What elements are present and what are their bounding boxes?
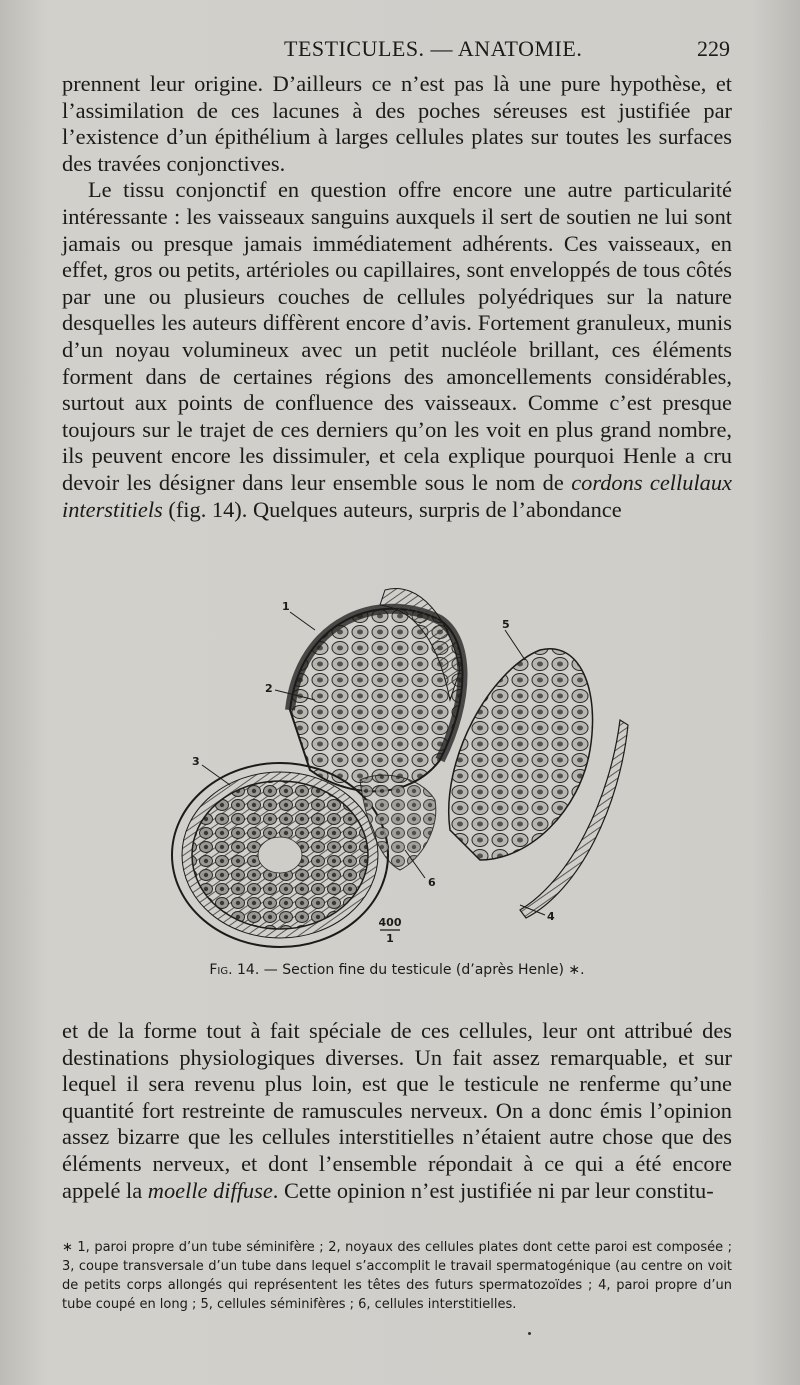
figure-label-1: 1 bbox=[282, 600, 290, 613]
figure-caption bbox=[62, 962, 732, 978]
paragraph-3-text: et de la forme tout à fait spéciale de ces cellules, leur ont attribué des destinations physiologiques diverses. Un fait assez remarquable, et sur lequel il sera revenu plus loin, est que le testicule ne renferme qu’une quantité fort restreinte de ramuscules nerveux. On a donc émis l’opinion assez bizarre que les cellules interstitielles n’étaient autre chose que des éléments nerveux, et dont l’ensemble répondait à ce qui a été encore appelé la bbox=[62, 1018, 732, 1203]
paragraph-3 bbox=[62, 1018, 732, 1204]
seminiferous-cells bbox=[449, 649, 593, 860]
body-text-top bbox=[62, 71, 732, 523]
scale-denominator: 1 bbox=[386, 932, 394, 945]
figure-caption-label: Fig. 14. bbox=[209, 962, 260, 978]
page-number: 229 bbox=[697, 36, 730, 61]
paragraph-2-text: Le tissu conjonctif en question offre encore une autre particularité intéressante : les vaisseaux sanguins auxquels il sert de soutien ne lui sont jamais ou presque jamais immédiatement adhérents. Ces vaisseaux, en effet, gros ou petits, artérioles ou capillaires, sont enveloppés de tous côtés par une ou plusieurs couches de cellules polyédriques sur la nature desquelles les auteurs diffèrent encore d’avis. Fortement granuleux, munis d’un noyau volumineux avec un petit nucléole brillant, ces éléments forment dans de certaines régions des amoncellements considérables, surtout aux points de confluence des vaisseaux. Comme c’est presque toujours sur le trajet de ces derniers qu’on les voit en plus grand nombre, ils peuvent encore les dissimuler, et cela explique pourquoi Henle a cru devoir les désigner dans leur ensemble sous le nom de bbox=[62, 177, 732, 495]
figure-label-4: 4 bbox=[547, 910, 555, 923]
paragraph-1: prennent leur origine. D’ailleurs ce n’est pas là une pure hypothèse, et l’assimilation de ces lacunes à des poches séreuses est justifiée par l’existence d’un épithélium à larges cellules plates sur toutes les surfaces des travées conjonctives. bbox=[62, 71, 732, 176]
figure-label-6: 6 bbox=[428, 876, 436, 889]
tube-cross-section bbox=[172, 763, 388, 947]
paragraph-2-emphasis: cordons cellulaux interstitiels bbox=[62, 469, 732, 522]
page-mark bbox=[528, 1332, 531, 1335]
figure-label-2: 2 bbox=[265, 682, 273, 695]
figure-caption-text: — Section fine du testicule (d’après Henle) ∗. bbox=[259, 962, 585, 978]
figure-14-illustration bbox=[150, 560, 670, 950]
figure-label-3: 3 bbox=[192, 755, 200, 768]
paragraph-3-tail: . Cette opinion n’est justifiée ni par leur constitu- bbox=[272, 1177, 714, 1203]
scale-numerator: 400 bbox=[378, 916, 402, 929]
figure-label-5: 5 bbox=[502, 618, 510, 631]
footnote: ∗ 1, paroi propre d’un tube séminifère ; 2, noyaux des cellules plates dont cette paroi est composée ; 3, coupe transversale d’un tube dans lequel s’accomplit le travail spermatogénique (au centre on voit de petits corps allongés qui représentent les têtes des futurs spermatozoïdes ; 4, paroi propre d’un tube coupé en long ; 5, cellules séminifères ; 6, cellules interstitielles. bbox=[62, 1240, 732, 1312]
body-text-bottom bbox=[62, 1018, 732, 1204]
paragraph-2 bbox=[62, 177, 732, 523]
running-header bbox=[62, 34, 730, 68]
paragraph-3-emphasis: moelle diffuse bbox=[147, 1177, 273, 1203]
running-title: TESTICULES. — ANATOMIE. bbox=[284, 36, 583, 61]
paragraph-2-tail: (fig. 14). Quelques auteurs, surpris de l’abondance bbox=[168, 496, 622, 522]
tube-wall-curved bbox=[290, 588, 463, 791]
